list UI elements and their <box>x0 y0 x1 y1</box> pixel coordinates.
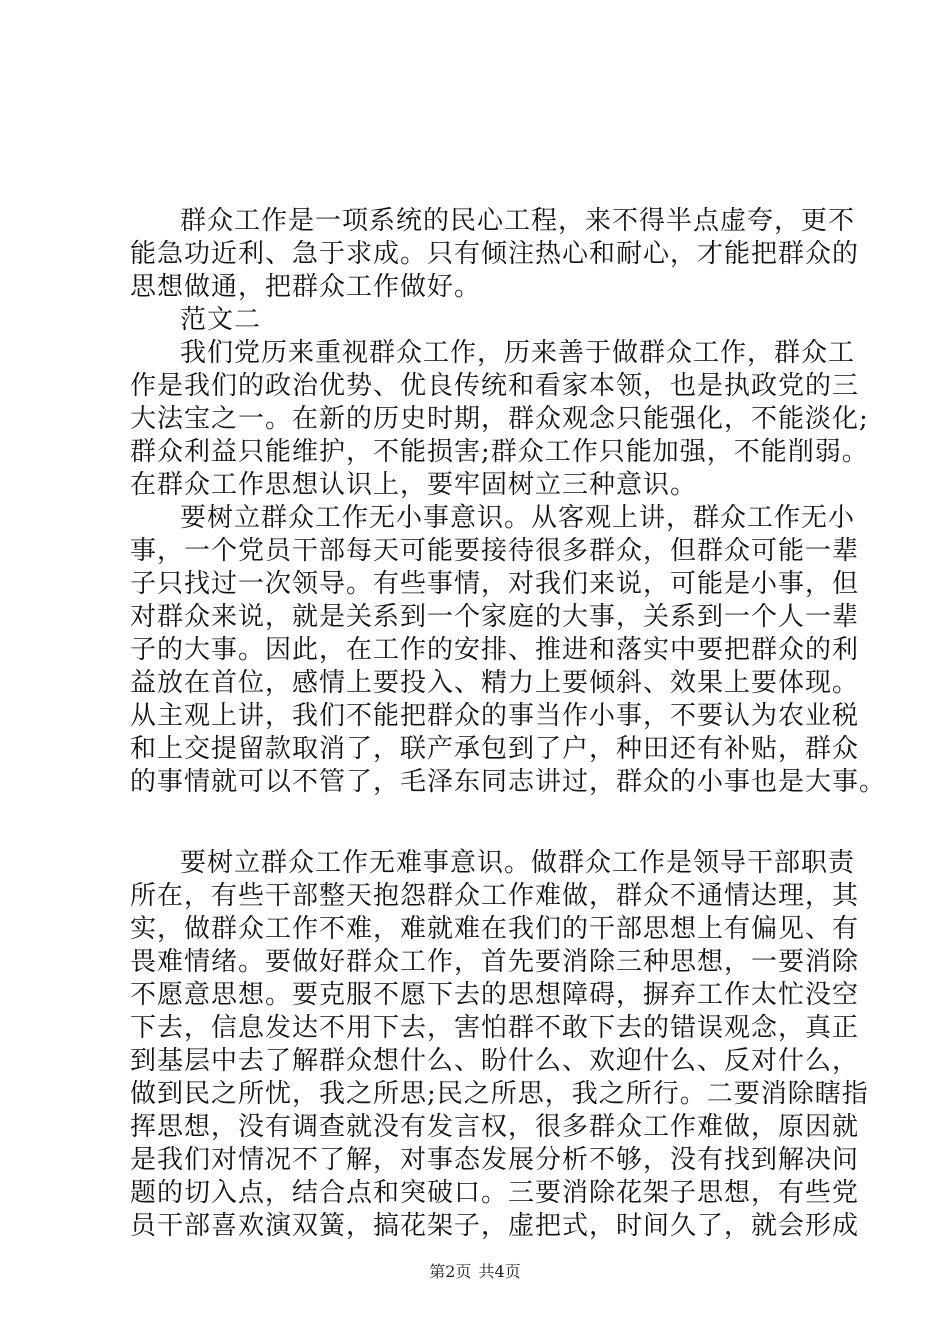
text-line: 事，一个党员干部每天可能要接待很多群众，但群众可能一辈 <box>130 536 860 566</box>
text-line: 子只找过一次领导。有些事情，对我们来说，可能是小事，但 <box>130 569 860 599</box>
text-line: 题的切入点，结合点和突破口。三要消除花架子思想，有些党 <box>130 1178 860 1208</box>
page-footer <box>0 1262 950 1282</box>
text-line: 是我们对情况不了解，对事态发展分析不够，没有找到解决问 <box>130 1145 860 1175</box>
text-line: 实，做群众工作不难，难就难在我们的干部思想上有偏见、有 <box>130 914 860 944</box>
text-line: 不愿意思想。要克服不愿下去的思想障碍，摒弃工作太忙没空 <box>130 980 860 1010</box>
text-line: 所在，有些干部整天抱怨群众工作难做，群众不通情达理，其 <box>130 881 860 911</box>
page-total: 共4页 <box>478 1262 521 1281</box>
text-line: 到基层中去了解群众想什么、盼什么、欢迎什么、反对什么， <box>130 1046 860 1076</box>
text-line: 作是我们的政治优势、优良传统和看家本领，也是执政党的三 <box>130 371 860 401</box>
text-line: 思想做通，把群众工作做好。 <box>130 272 482 302</box>
text-line: 下去，信息发达不用下去，害怕群不敢下去的错误观念，真正 <box>130 1013 860 1043</box>
text-line: 做到民之所忧，我之所思;民之所思，我之所行。二要消除瞎指 <box>130 1079 869 1109</box>
text-line: 要树立群众工作无小事意识。从客观上讲，群众工作无小 <box>180 503 856 533</box>
text-line: 畏难情绪。要做好群众工作，首先要消除三种思想，一要消除 <box>130 947 860 977</box>
text-line: 的事情就可以不管了，毛泽东同志讲过，群众的小事也是大事。 <box>130 767 887 797</box>
text-line: 挥思想，没有调查就没有发言权，很多群众工作难做，原因就 <box>130 1112 860 1142</box>
text-line: 要树立群众工作无难事意识。做群众工作是领导干部职责 <box>180 848 856 878</box>
section-heading: 范文二 <box>180 305 262 335</box>
page-number: 第2页 <box>429 1262 472 1281</box>
text-line: 从主观上讲，我们不能把群众的事当作小事，不要认为农业税 <box>130 701 860 731</box>
text-line: 益放在首位，感情上要投入、精力上要倾斜、效果上要体现。 <box>130 668 860 698</box>
text-line: 对群众来说，就是关系到一个家庭的大事，关系到一个人一辈 <box>130 602 860 632</box>
text-line: 和上交提留款取消了，联产承包到了户，种田还有补贴，群众 <box>130 734 860 764</box>
text-line: 群众工作是一项系统的民心工程，来不得半点虚夸，更不 <box>180 206 856 236</box>
text-line: 我们党历来重视群众工作，历来善于做群众工作，群众工 <box>180 338 856 368</box>
text-line: 大法宝之一。在新的历史时期，群众观念只能强化，不能淡化; <box>130 404 869 434</box>
text-line: 能急功近利、急于求成。只有倾注热心和耐心，才能把群众的 <box>130 239 860 269</box>
text-line: 员干部喜欢演双簧，搞花架子，虚把式，时间久了，就会形成 <box>130 1211 860 1241</box>
text-line: 在群众工作思想认识上，要牢固树立三种意识。 <box>130 470 698 500</box>
text-line: 群众利益只能维护，不能损害;群众工作只能加强，不能削弱。 <box>130 437 869 467</box>
text-line: 子的大事。因此，在工作的安排、推进和落实中要把群众的利 <box>130 635 860 665</box>
